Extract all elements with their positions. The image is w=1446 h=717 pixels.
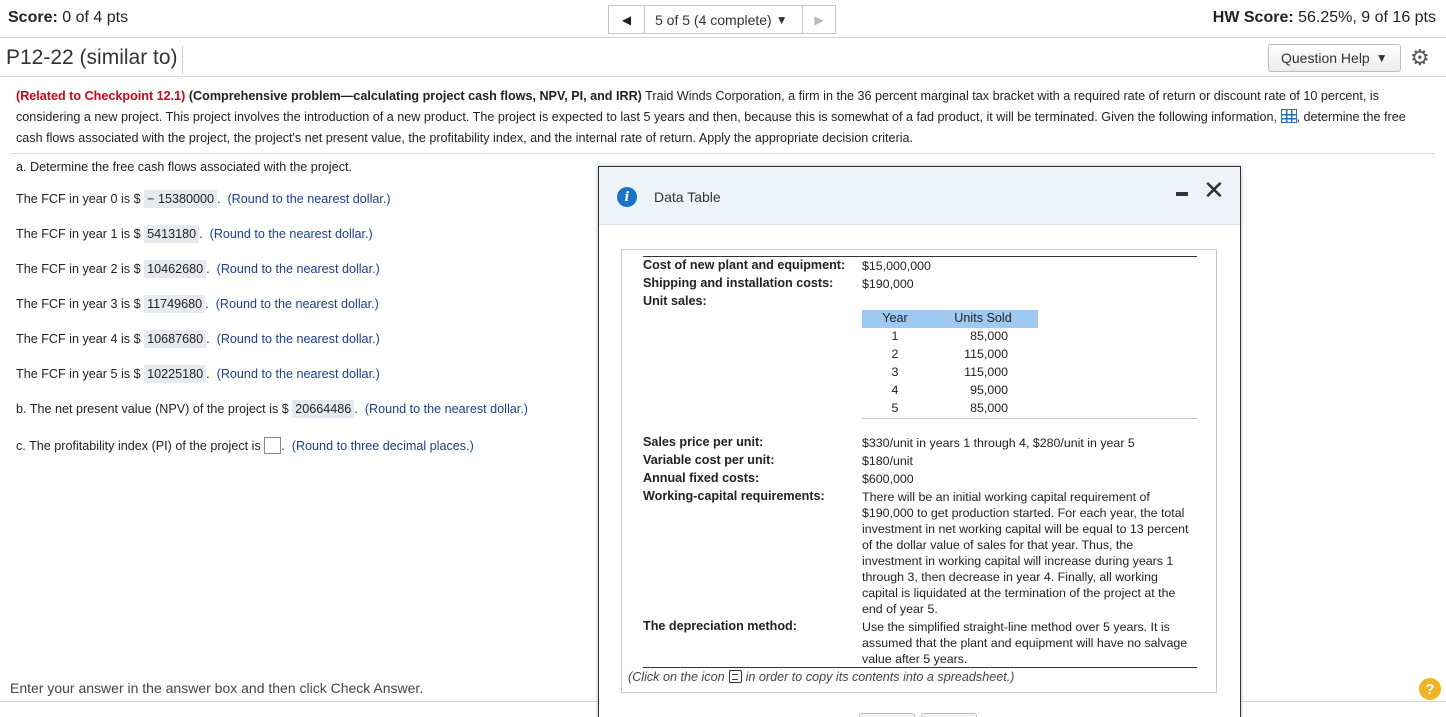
info-icon: i: [617, 187, 637, 207]
npv-row: b. The net present value (NPV) of the project is $ 20664486 . (Round to the nearest dollar.): [16, 402, 528, 416]
copy-instruction: [628, 670, 1014, 684]
previous-question-button[interactable]: [609, 6, 645, 33]
print-button[interactable]: [859, 713, 915, 717]
fcf-prefix: The FCF in year 5 is $: [16, 367, 141, 381]
wc-label: Working-capital requirements:: [643, 489, 825, 503]
checkpoint-reference[interactable]: (Related to Checkpoint 12.1): [16, 89, 186, 103]
problem-text: Traid Winds Corporation, a firm in the 36 percent marginal tax bracket with a required rate of return or discount rate of 10 percent, is considering a new project. This project involves the introduction of a new product. The project is expected to last 5 years and then, because this is somewhat of a fad product, it will be terminated. Given the following information,: [16, 89, 1379, 124]
score-bar: [0, 0, 1446, 38]
fcf-row-0: The FCF in year 0 is $ − 15380000 . (Round to the nearest dollar.): [16, 192, 391, 206]
problem-text-end: , determine the free cash flows associated with the project, the project's net present value, the profitability index, and the internal rate of return. Apply the appropriate decision criteria.: [16, 110, 1406, 145]
units-year: 4: [891, 383, 899, 397]
question-help-button[interactable]: [1268, 44, 1401, 72]
fcf-answer-4[interactable]: 10687680: [144, 330, 206, 348]
score: [8, 9, 128, 27]
units-sold: 115,000: [964, 347, 1008, 361]
minimize-icon[interactable]: [1176, 192, 1188, 196]
title-bar: [0, 39, 1446, 77]
fcf-row-1: The FCF in year 1 is $ 5413180 . (Round to the nearest dollar.): [16, 227, 373, 241]
question-navigator: [608, 5, 836, 34]
gear-icon[interactable]: ⚙: [1410, 45, 1430, 70]
fcf-row-3: The FCF in year 3 is $ 11749680 . (Round to the nearest dollar.): [16, 297, 379, 311]
answer-instruction: Enter your answer in the answer box and then click Check Answer.: [10, 680, 424, 696]
pi-input[interactable]: [264, 437, 281, 454]
fcf-row-4: The FCF in year 4 is $ 10687680 . (Round to the nearest dollar.): [16, 332, 380, 346]
part-a-heading: a. Determine the free cash flows associated with the project.: [16, 160, 352, 174]
score-label: Score:: [8, 9, 58, 26]
fcf-prefix: The FCF in year 1 is $: [16, 227, 141, 241]
close-icon[interactable]: ✕: [1203, 176, 1225, 206]
fcf-row-2: The FCF in year 2 is $ 10462680 . (Round to the nearest dollar.): [16, 262, 380, 276]
price-label: Sales price per unit:: [643, 435, 764, 449]
fcf-prefix: The FCF in year 4 is $: [16, 332, 141, 346]
caret-down-icon: ▼: [1375, 51, 1388, 65]
cost-label: Cost of new plant and equipment:: [643, 258, 846, 272]
copy-icon[interactable]: [729, 670, 742, 683]
pi-hint: (Round to three decimal places.): [291, 439, 474, 453]
fcf-hint: (Round to the nearest dollar.): [215, 297, 379, 311]
dialog-header: [599, 167, 1240, 225]
units-header-year: Year: [882, 311, 908, 325]
varcost-value: $180/unit: [862, 454, 913, 468]
npv-prefix: b. The net present value (NPV) of the project is $: [16, 402, 289, 416]
fixed-value: $600,000: [862, 472, 914, 486]
units-year: 3: [891, 365, 899, 379]
units-year: 1: [891, 329, 899, 343]
npv-answer[interactable]: 20664486: [292, 400, 354, 418]
question-position-dropdown[interactable]: [645, 6, 803, 33]
fcf-prefix: The FCF in year 0 is $: [16, 192, 141, 206]
units-sold: 95,000: [970, 383, 1008, 397]
triangle-left-icon: ◀: [621, 12, 632, 27]
hw-score: [1213, 9, 1436, 27]
units-year: 2: [891, 347, 899, 361]
next-question-button[interactable]: [803, 6, 835, 33]
varcost-label: Variable cost per unit:: [643, 453, 775, 467]
dep-label: The depreciation method:: [643, 619, 797, 633]
pi-prefix: c. The profitability index (PI) of the project is: [16, 439, 261, 453]
unit-sales-label: Unit sales:: [643, 294, 707, 308]
shipping-label: Shipping and installation costs:: [643, 276, 834, 290]
npv-hint: (Round to the nearest dollar.): [364, 402, 528, 416]
dialog-title: Data Table: [654, 189, 721, 205]
fcf-hint: (Round to the nearest dollar.): [216, 367, 380, 381]
fcf-hint: (Round to the nearest dollar.): [216, 262, 380, 276]
fcf-answer-1[interactable]: 5413180: [144, 225, 199, 243]
fcf-hint: (Round to the nearest dollar.): [227, 192, 391, 206]
question-help-label: Question Help: [1281, 50, 1370, 66]
table-bottom-rule: [643, 667, 1197, 668]
data-table: [621, 249, 1217, 693]
table-top-rule: [643, 256, 1197, 257]
fcf-hint: (Round to the nearest dollar.): [209, 227, 373, 241]
problem-statement: [16, 86, 1428, 149]
shipping-value: $190,000: [862, 277, 914, 291]
score-value: 0 of 4 pts: [62, 9, 129, 26]
problem-title: P12-22 (similar to): [6, 46, 183, 74]
caret-down-icon: ▼: [775, 12, 788, 27]
dep-value: Use the simplified straight-line method over 5 years. It is assumed that the plant and equipment will have no salvage value after 5 years.: [862, 620, 1188, 666]
fcf-prefix: The FCF in year 2 is $: [16, 262, 141, 276]
done-button[interactable]: [921, 713, 977, 717]
data-table-icon[interactable]: [1281, 109, 1297, 123]
divider: [10, 153, 1434, 154]
fixed-label: Annual fixed costs:: [643, 471, 760, 485]
fcf-prefix: The FCF in year 3 is $: [16, 297, 141, 311]
question-position: 5 of 5 (4 complete): [655, 11, 772, 28]
price-value: $330/unit in years 1 through 4, $280/unit in year 5: [862, 436, 1135, 450]
fcf-answer-2[interactable]: 10462680: [144, 260, 206, 278]
fcf-answer-5[interactable]: 10225180: [144, 365, 206, 383]
hw-score-label: HW Score:: [1212, 9, 1294, 26]
wc-value: There will be an initial working capital requirement of $190,000 to get production started. For each year, the total investment in net working capital will be equal to 13 percent of the dollar value of sales for that year. Thus, the investment in working capital will increase during years 1 through 3, then decrease in year 4. Finally, all working capital is liquidated at the termination of the project at the end of year 5.: [862, 490, 1189, 616]
units-sold: 85,000: [970, 401, 1008, 415]
cost-value: $15,000,000: [862, 259, 931, 273]
fcf-answer-0[interactable]: − 15380000: [144, 190, 217, 208]
hw-score-value: 56.25%, 9 of 16 pts: [1298, 9, 1436, 26]
units-sold: 115,000: [964, 365, 1008, 379]
units-header-units: Units Sold: [954, 311, 1012, 325]
units-year: 5: [891, 401, 899, 415]
copy-note-end: in order to copy its contents into a spreadsheet.): [745, 670, 1015, 684]
fcf-row-5: The FCF in year 5 is $ 10225180 . (Round to the nearest dollar.): [16, 367, 380, 381]
fcf-hint: (Round to the nearest dollar.): [216, 332, 380, 346]
copy-note-start: (Click on the icon: [628, 670, 725, 684]
pi-row: c. The profitability index (PI) of the project is . (Round to three decimal places.): [16, 439, 474, 453]
units-sold: 85,000: [970, 329, 1008, 343]
triangle-right-icon: ▶: [814, 12, 824, 27]
data-table-dialog: [598, 166, 1241, 717]
problem-topic: (Comprehensive problem—calculating project cash flows, NPV, PI, and IRR): [188, 89, 642, 103]
fcf-answer-3[interactable]: 11749680: [144, 295, 205, 313]
help-icon[interactable]: ?: [1419, 678, 1441, 700]
units-bottom-rule: [862, 418, 1197, 419]
